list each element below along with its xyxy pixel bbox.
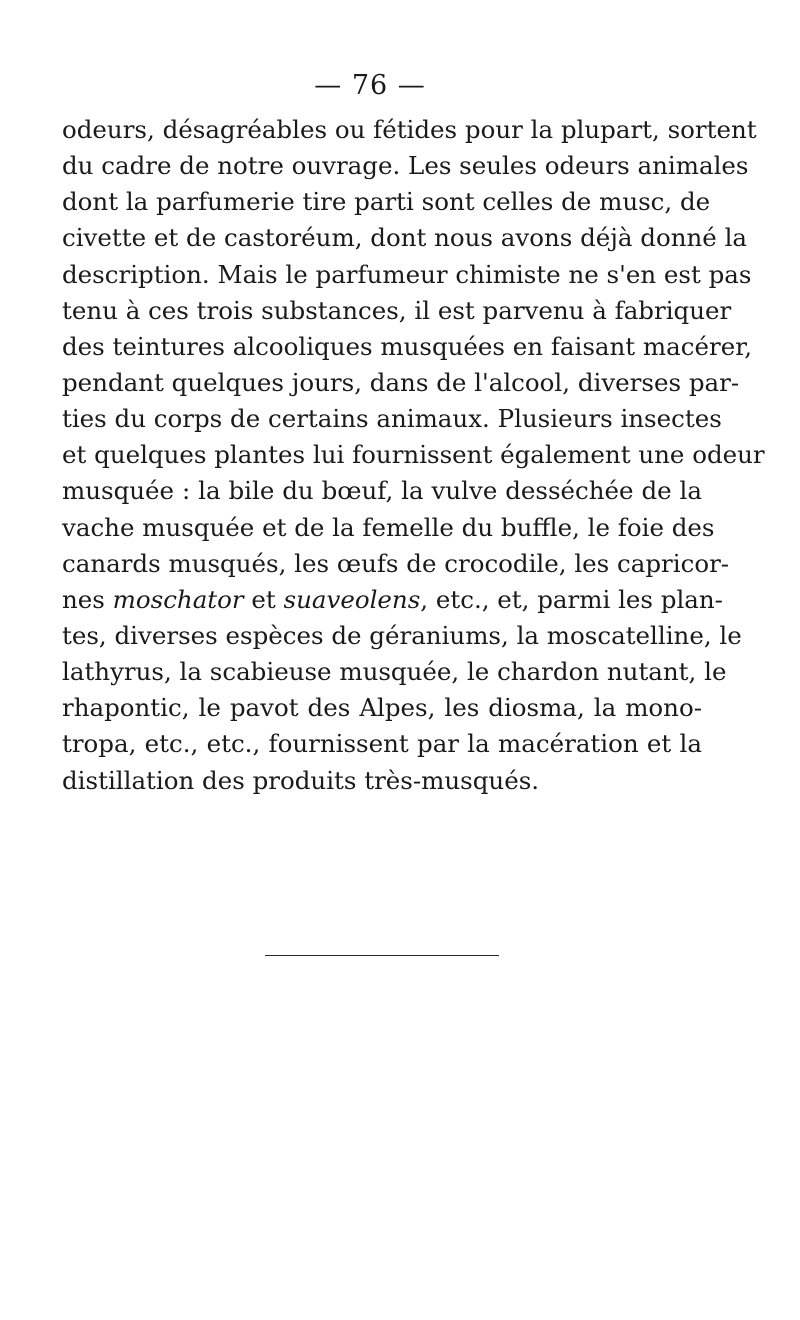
- horizontal-rule: [265, 955, 499, 956]
- text-line: civette et de castoréum, dont nous avons déjà donné la: [62, 223, 748, 253]
- text-line: dont la parfumerie tire parti sont celles de musc, de: [62, 187, 711, 217]
- text-line: tenu à ces trois substances, il est parvenu à fabriquer: [62, 295, 732, 325]
- text-line: vache musquée et de la femelle du buffle, le foie des: [62, 512, 715, 542]
- text-line: tes, diverses espèces de géraniums, la moscatelline, le: [62, 620, 742, 650]
- italic-term: moschator: [112, 584, 244, 614]
- text-line: rhapontic, le pavot des Alpes, les diosma, la mono-: [62, 693, 702, 723]
- text-line: odeurs, désagréables ou fétides pour la plupart, sortent: [62, 115, 757, 144]
- text-line: distillation des produits très-musqués.: [62, 765, 540, 795]
- text-line: tropa, etc., etc., fournissent par la macération et la: [62, 729, 702, 759]
- text-line: du cadre de notre ouvrage. Les seules odeurs animales: [62, 151, 749, 181]
- text-line: des teintures alcooliques musquées en faisant macérer,: [62, 331, 753, 361]
- text-segment: nes: [62, 584, 113, 614]
- text-line: [62, 582, 723, 618]
- text-line: canards musqués, les œufs de crocodile, les capricor-: [62, 548, 730, 578]
- text-line: description. Mais le parfumeur chimiste ne s'en est pas: [62, 259, 752, 289]
- page-number: — 76 —: [314, 70, 426, 101]
- text-line: et quelques plantes lui fournissent également une odeur: [62, 440, 765, 470]
- italic-term: suaveolens: [283, 584, 421, 614]
- text-line: lathyrus, la scabieuse musquée, le chardon nutant, le: [62, 657, 727, 687]
- body-text: [62, 112, 765, 799]
- text-line: pendant quelques jours, dans de l'alcool, diverses par-: [62, 367, 740, 397]
- text-line: musquée : la bile du bœuf, la vulve desséchée de la: [62, 476, 702, 506]
- text-segment: et: [243, 584, 284, 614]
- text-segment: , etc., et, parmi les plan-: [420, 584, 723, 614]
- text-line: ties du corps de certains animaux. Plusieurs insectes: [62, 404, 722, 434]
